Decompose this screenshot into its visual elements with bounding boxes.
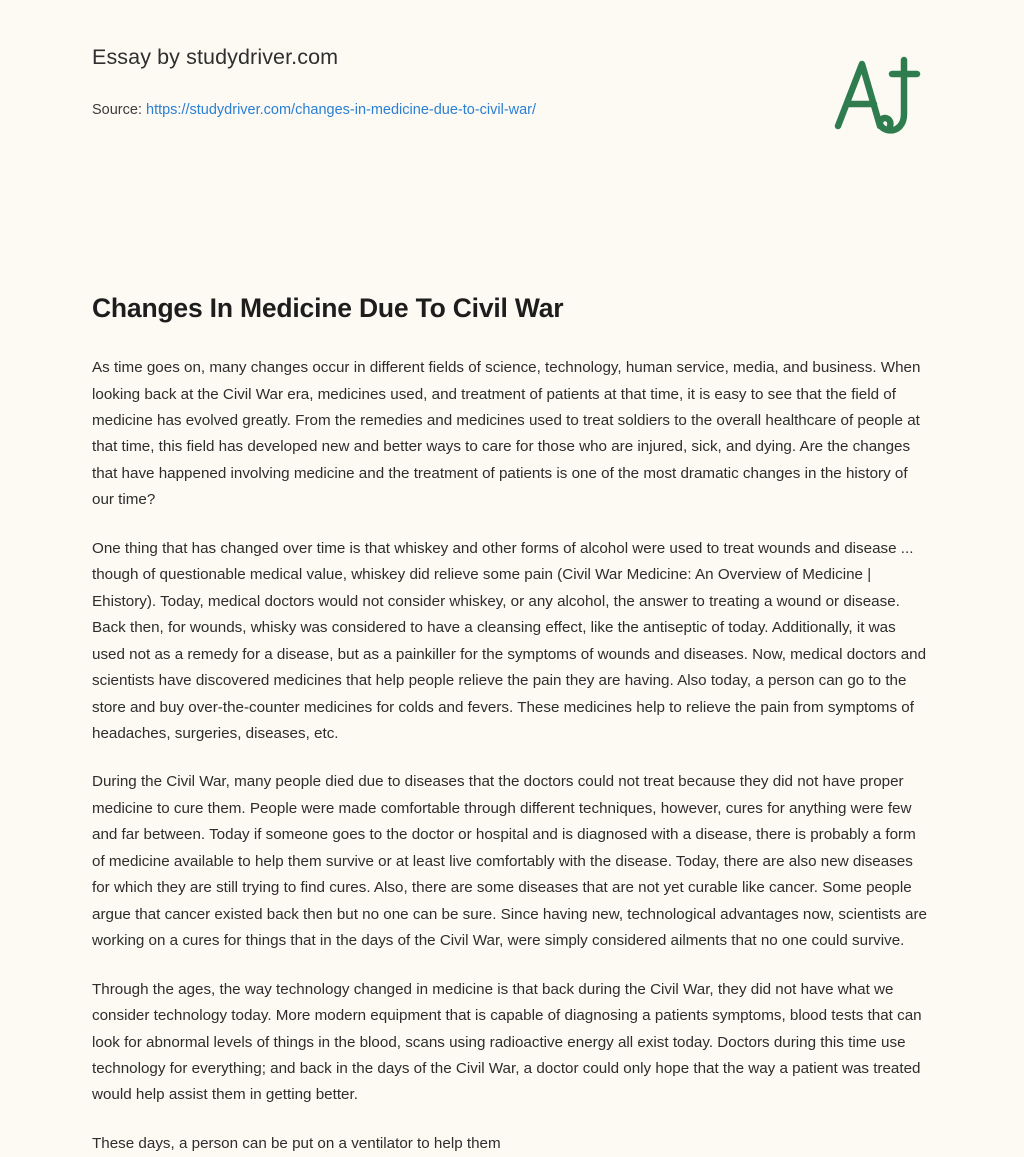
paragraph: These days, a person can be put on a ventilator to help them: [92, 1134, 501, 1152]
paragraph: During the Civil War, many people died due to diseases that the doctors could not treat because they did not have proper medicine to cure them. People were made comfortable through different techniques, however, cures for anything were few and far between. Today if someone goes to the doctor or hospital and is diagnosed with a disease, there is probably a form of medicine available to help them survive or at least live comfortably with the disease. Today, there are also new diseases for which they are still trying to find cures. Also, there are some diseases that are not yet curable like cancer. Some people argue that cancer existed back then but no one can be sure. Since having new, technological advantages now, scientists are working on a cures for things that in the days of the Civil War, were simply considered ailments that no one could survive.: [92, 773, 928, 950]
document-body: [92, 355, 932, 1157]
studydriver-logo-icon: [818, 40, 938, 160]
paragraph: As time goes on, many changes occur in different fields of science, technology, human service, media, and business. When looking back at the Civil War era, medicines used, and treatment of patients at that time, it is easy to see that the field of medicine has evolved greatly. From the remedies and medicines used to treat soldiers to the overall healthcare of people at that time, this field has developed new and better ways to care for those who are injured, sick, and dying. Are the changes that have happened involving medicine and the treatment of patients is one of the most dramatic changes in the history of our time?: [92, 359, 921, 509]
source-line: [92, 100, 932, 120]
paragraph: Through the ages, the way technology changed in medicine is that back during the Civil War, they did not have what we consider technology today. More modern equipment that is capable of diagnosing a patients symptoms, blood tests that can look for abnormal levels of things in the blood, scans using radioactive energy all exist today. Doctors during this time use technology for everything; and back in the days of the Civil War, a doctor could only hope that the way a patient was treated would help assist them in getting better.: [92, 980, 922, 1104]
document-header: [92, 44, 932, 174]
essay-attribution: [92, 44, 932, 72]
page-title: Changes In Medicine Due To Civil War: [92, 293, 564, 323]
brand-name: studydriver.com: [186, 45, 339, 69]
source-label: Source:: [92, 101, 146, 118]
paragraph: One thing that has changed over time is that whiskey and other forms of alcohol were used to treat wounds and disease ... though of questionable medical value, whiskey did relieve some pain (Civil War Medicine: An Overview of Medicine | Ehistory). Today, medical doctors would not consider whiskey, or any alcohol, the answer to treating a wound or disease. Back then, for wounds, whisky was considered to have a cleansing effect, like the antiseptic of today. Additionally, it was used not as a remedy for a disease, but as a painkiller for the symptoms of wounds and diseases. Now, medical doctors and scientists have discovered medicines that help people relieve the pain they are having. Also today, a person can go to the store and buy over-the-counter medicines for colds and fevers. These medicines help to relieve the pain from symptoms of headaches, surgeries, diseases, etc.: [92, 539, 927, 743]
essay-by-prefix: Essay by: [92, 45, 187, 69]
source-url-link[interactable]: https://studydriver.com/changes-in-medicine-due-to-civil-war/: [146, 101, 537, 118]
